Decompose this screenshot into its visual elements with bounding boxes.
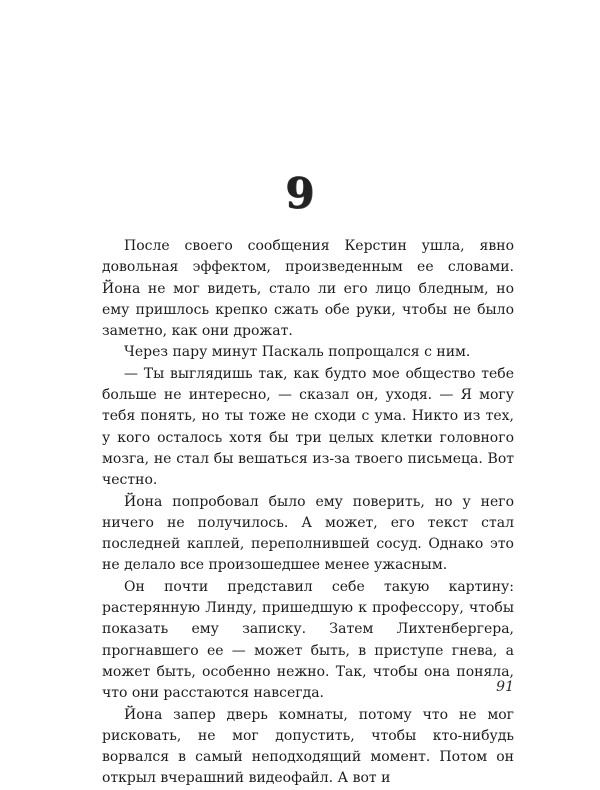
paragraph-4: Йона попробовал было ему поверить, но у него ничего не получилось. А может, его текст стал последней каплей, переполнившей сосуд. Однако это не делало все произошедшее менее ужасным.: [102, 493, 514, 574]
paragraph-6: Йона запер дверь комнаты, потому что не мог рисковать, не мог допустить, чтобы кто-нибудь ворвался в самый неподходящий момент. Потом он открыл вчерашний видеофайл. А вот и: [102, 706, 514, 787]
body-text: [102, 236, 514, 790]
page-number: 91: [496, 679, 514, 695]
chapter-number: 9: [285, 169, 315, 218]
paragraph-2: Через пару минут Паскаль попрощался с ним.: [124, 344, 471, 361]
paragraph-1: После своего сообщения Керстин ушла, явно довольная эффектом, произведенным ее словами. Йона не мог видеть, стало ли его лицо бледным, но ему пришлось крепко сжать обе руки, чтобы не было заметно, как они дрожат.: [102, 238, 514, 340]
paragraph-3: — Ты выглядишь так, как будто мое общество тебе больше не интересно, — сказал он, уходя. — Я могу тебя понять, но ты тоже не сходи с ума. Никто из тех, у кого осталось хотя бы три целых клетки головного мозга, не стал бы вешаться из-за твоего письмеца. Вот честно.: [102, 365, 514, 489]
paragraph-5: Он почти представил себе такую картину: растерянную Линду, пришедшую к профессору, чтобы показать ему записку. Затем Лихтенбергера, прогнавшего ее — может быть, в приступе гнева, а может быть, особенно нежно. Так, чтобы она поняла, что они расстаются навсегда.: [102, 578, 514, 702]
